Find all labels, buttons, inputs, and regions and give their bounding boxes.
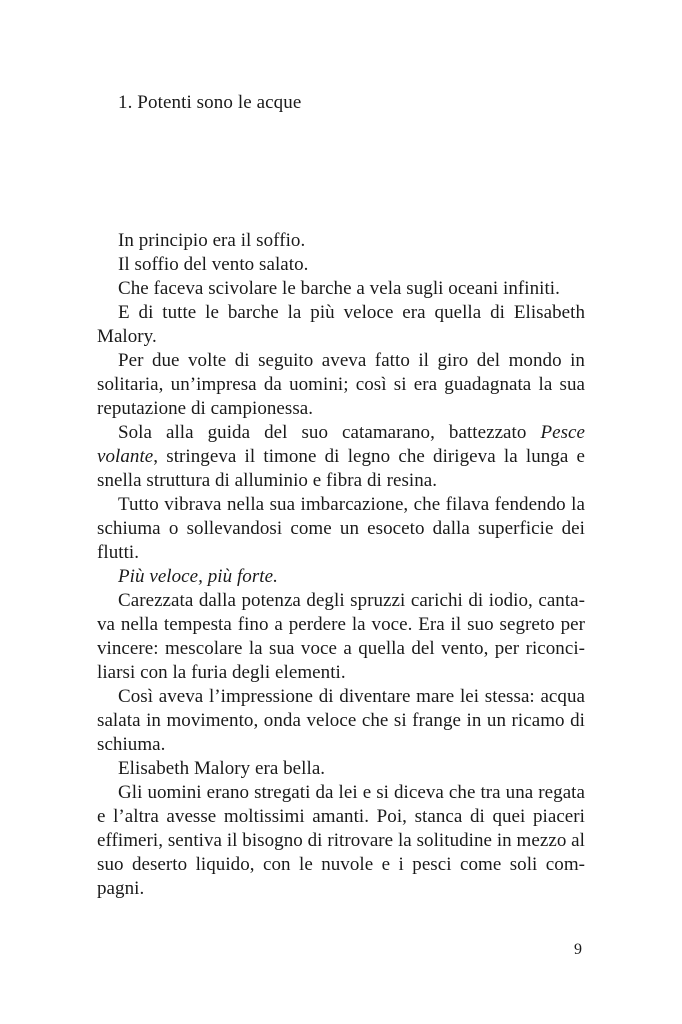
paragraph-text: Sola alla guida del suo catamarano, battezzato [118,422,541,443]
italic-line: Più veloce, più forte. [118,566,278,587]
body-text [97,229,585,901]
paragraph [97,421,585,493]
paragraph: Che faceva scivolare le barche a vela sugli oceani infiniti. [118,278,560,299]
paragraph: Per due volte di seguito aveva fatto il giro del mondo in solitaria, un’impresa da uomini; così si era guadagnata la sua reputazione di campionessa. [97,350,585,419]
paragraph: Il soffio del vento salato. [118,254,309,275]
paragraph: Elisabeth Malory era bella. [118,758,326,779]
chapter-title: 1. Potenti sono le acque [118,92,302,113]
paragraph: Così aveva l’impressione di diventare mare lei stessa: acqua salata in movimento, onda veloce che si frange in un ricamo di schiuma. [97,686,585,755]
paragraph: In principio era il soffio. [118,230,306,251]
page-number: 9 [574,941,582,958]
paragraph: E di tutte le barche la più veloce era quella di Elisabeth Malory. [97,302,585,347]
paragraph [97,565,585,589]
boat-name: Pesce volante [97,422,585,467]
paragraph: Tutto vibrava nella sua imbarcazione, che filava fendendo la schiuma o sollevandosi come un esoceto dalla superficie dei flutti. [97,494,585,563]
paragraph-text: , stringeva il timone di legno che dirigeva la lunga e snella struttura di alluminio e fibra di resina. [97,446,585,491]
paragraph: Carezzata dalla potenza degli spruzzi carichi di iodio, cantava nella tempesta fino a perdere la voce. Era il suo segreto per vincere: mescolare la sua voce a quella del vento, per riconciliarsi con la furia degli elementi. [97,590,585,683]
paragraph: Gli uomini erano stregati da lei e si diceva che tra una regata e l’altra avesse moltissimi amanti. Poi, stanca di quei piaceri effimeri, sentiva il bisogno di ritrovare la solitudine in mezzo al suo deserto liquido, con le nuvole e i pesci come soli compagni. [97,782,585,899]
